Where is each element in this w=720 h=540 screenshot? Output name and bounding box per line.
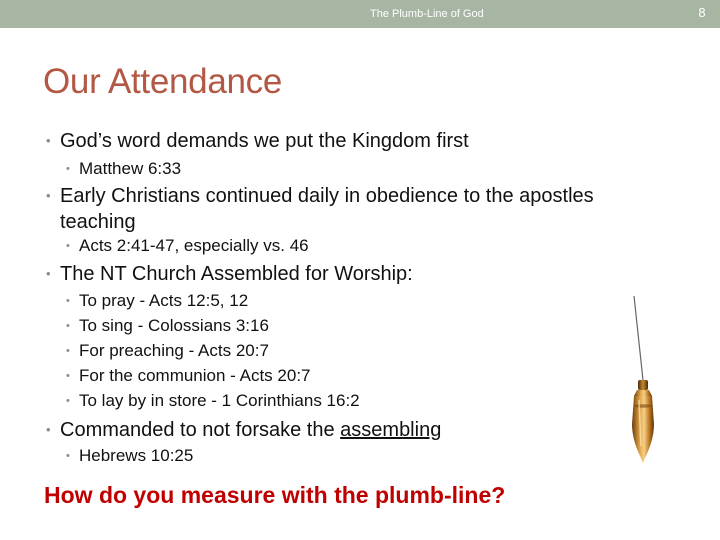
sub-bullet: • To sing - Colossians 3:16 xyxy=(66,316,269,335)
bullet-icon: • xyxy=(66,163,70,175)
bullet-early-christians: • Early Christians continued daily in obedience to the apostles teaching xyxy=(46,185,594,233)
bullet-icon: • xyxy=(66,320,70,332)
bullet-nt-church: • The NT Church Assembled for Worship: xyxy=(46,263,413,285)
sub-bullet: • To lay by in store - 1 Corinthians 16:2 xyxy=(66,391,360,410)
sub-bullet: • Acts 2:41-47, especially vs. 46 xyxy=(66,236,309,255)
bullet-icon: • xyxy=(66,395,70,407)
plumb-bob-icon xyxy=(597,296,720,525)
bullet-icon: • xyxy=(66,370,70,382)
sub-bullet: • Hebrews 10:25 xyxy=(66,446,194,465)
bullet-icon: • xyxy=(46,133,51,148)
bullet-icon: • xyxy=(66,240,70,252)
bullet-icon: • xyxy=(66,345,70,357)
sub-bullet: • To pray - Acts 12:5, 12 xyxy=(66,291,249,310)
sub-bullet: • For preaching - Acts 20:7 xyxy=(66,341,269,360)
slide-title: Our Attendance xyxy=(43,62,283,101)
sub-bullet: • For the communion - Acts 20:7 xyxy=(66,366,311,385)
sub-bullet: • Matthew 6:33 xyxy=(66,159,182,178)
closing-question: How do you measure with the plumb-line? xyxy=(44,482,506,508)
header-title: The Plumb-Line of God xyxy=(370,8,484,20)
bullet-icon: • xyxy=(46,188,51,203)
bullet-commanded: • Commanded to not forsake the assembling xyxy=(46,419,442,441)
plumb-bob-image xyxy=(597,296,720,525)
slide-number: 8 xyxy=(698,5,706,20)
underlined-word: assembling xyxy=(340,419,442,441)
bullet-icon: • xyxy=(46,422,51,437)
bullet-kingdom-first: • God’s word demands we put the Kingdom first xyxy=(46,130,469,152)
bullet-icon: • xyxy=(66,295,70,307)
bullet-icon: • xyxy=(46,266,51,281)
bullet-icon: • xyxy=(66,450,70,462)
